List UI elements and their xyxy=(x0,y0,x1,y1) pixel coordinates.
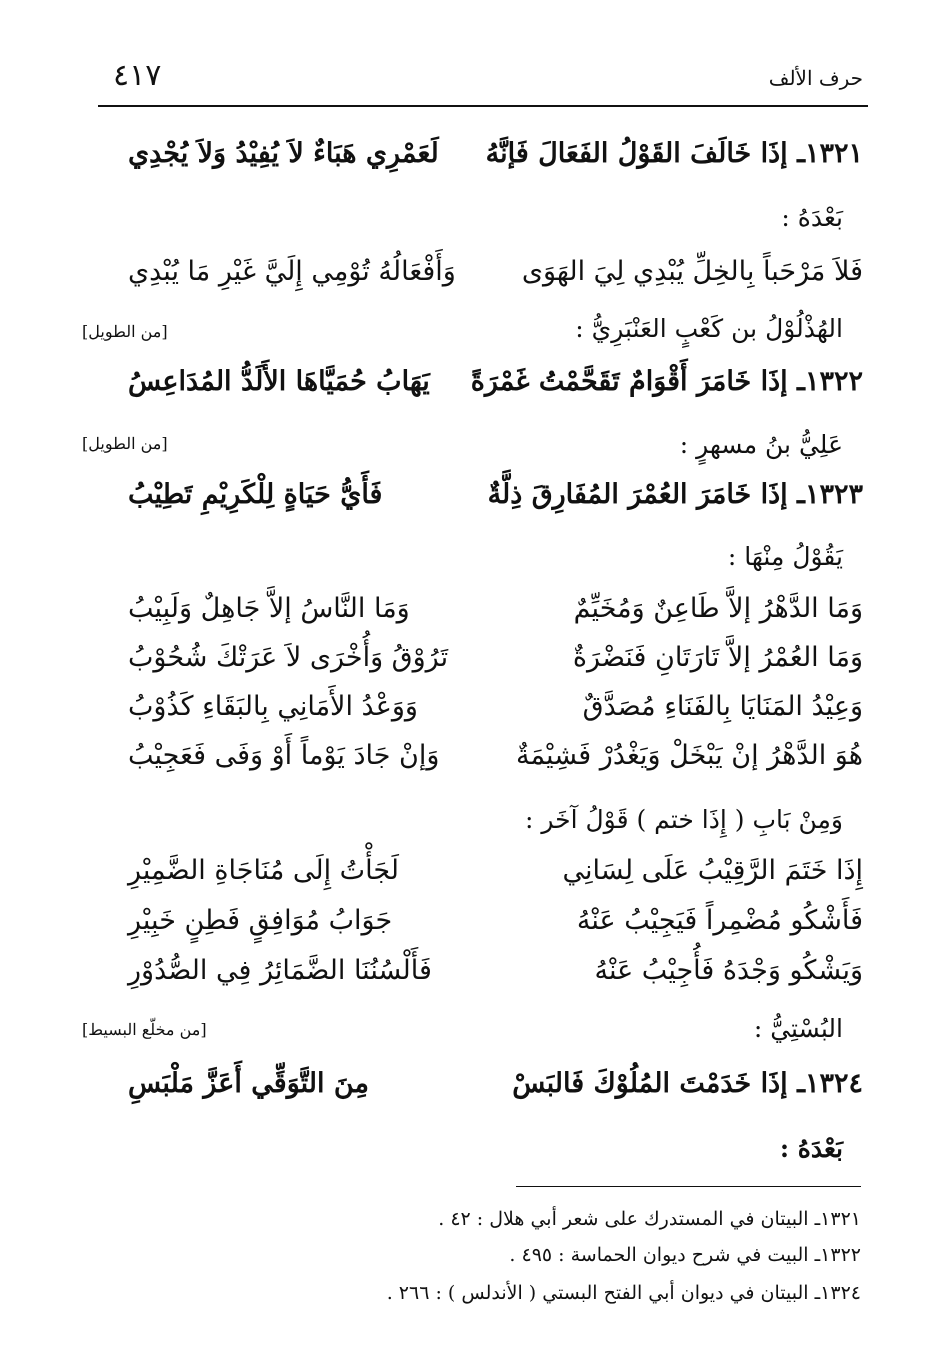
footnote-rule xyxy=(516,1186,861,1187)
footnote: ١٣٢٢ـ البيت في شرح ديوان الحماسة : ٤٩٥ . xyxy=(509,1244,861,1266)
poem-verse-second-hemistich: وَمَا النَّاسُ إلاَّ جَاهِلٌ وَلَبِيْبُ xyxy=(128,593,410,624)
poem-verse-first-hemistich: وَمَا العُمْرُ إلاَّ تَارَتَانِ فَنَضْرَةٌ xyxy=(572,642,863,673)
poem-verse-second-hemistich: تَرُوْقُ وَأُخْرَى لاَ عَرَتْكَ شُحُوْبُ xyxy=(128,642,449,673)
poem-verse-second-hemistich: وَوَعْدُ الأَمَانِي بِالبَقَاءِ كَذُوْبُ xyxy=(128,691,418,722)
verse-1324-second-hemistich: مِنَ التَّوَقِّي أَعَزَّ مَلْبَسِ xyxy=(128,1068,369,1099)
poet-name: الهُذْلُوْلُ بن كَعْبٍ العَنْبَرِيُّ : xyxy=(575,314,843,343)
header-rule xyxy=(98,105,868,107)
poem-verse-second-hemistich: لَجَأْتُ إِلَى مُنَاجَاةِ الضَّمِيْرِ xyxy=(128,855,399,886)
label-bab: وَمِنْ بَابِ ( إِذَا ختم ) قَوْلُ آخَر : xyxy=(525,805,843,834)
poem-verse-second-hemistich: جَوَابُ مُوَافِقٍ فَطِنٍ خَبِيْرِ xyxy=(128,905,393,936)
footnote: ١٣٢٤ـ البيتان في ديوان أبي الفتح البستي ( الأندلس ) : ٢٦٦ . xyxy=(386,1282,861,1304)
verse-1323-first-hemistich: ١٣٢٣ـ إذَا خَامَرَ العُمْرَ المُفَارِقَ ذِلَّةٌ xyxy=(487,479,863,510)
poem-verse-first-hemistich: هُوَ الدَّهْرُ إنْ يَبْخَلْ وَيَغْدُرْ فَشِيْمَةٌ xyxy=(515,740,863,771)
verse-first-hemistich: فَلاَ مَرْحَباً بِالخِلِّ يُبْدِي لِيَ الهَوَى xyxy=(521,256,863,287)
label-baadahu: بَعْدَهُ : xyxy=(781,203,843,232)
poem-verse-second-hemistich: وَإنْ جَادَ يَوْماً أَوْ وَفَى فَعَجِيْبُ xyxy=(128,740,440,771)
poet-name: عَلِيُّ بنُ مسهرٍ : xyxy=(679,430,843,459)
verse-1321-first-hemistich: ١٣٢١ـ إذَا خَالَفَ القَوْلُ الفَعَالَ فَإنَّهُ xyxy=(485,138,863,169)
label-baadahu: بَعْدَهُ : xyxy=(779,1134,843,1163)
meter-label: [من الطويل] xyxy=(82,322,168,341)
verse-1323-second-hemistich: فَأَيُّ حَيَاةٍ لِلْكَرِيْمِ تَطِيْبُ xyxy=(128,479,383,510)
poet-name: البُسْتِيُّ : xyxy=(753,1014,843,1043)
meter-label: [من مخلّع البسيط] xyxy=(82,1020,207,1039)
page-number: ٤١٧ xyxy=(113,58,162,93)
verse-second-hemistich: وَأَفْعَالُهُ تُوْمِي إِلَيَّ غَيْرِ مَا يُبْدِي xyxy=(128,256,456,287)
verse-1322-first-hemistich: ١٣٢٢ـ إذَا خَامَرَ أَقْوَامٌ تَقَحَّمْتُ غَمْرَةً xyxy=(470,366,863,397)
poem-verse-first-hemistich: إِذَا خَتَمَ الرَّقِيْبُ عَلَى لِسَانِي xyxy=(562,855,863,886)
running-header-title: حرف الألف xyxy=(768,66,863,90)
poem-verse-second-hemistich: فَأَلْسُنُنَا الضَّمَائِرُ فِي الصُّدُوْرِ xyxy=(128,955,432,986)
verse-1321-second-hemistich: لَعَمْرِي هَبَاءٌ لاَ يُفِيْدُ وَلاَ يُجْدِي xyxy=(128,138,439,169)
poem-verse-first-hemistich: وَمَا الدَّهْرُ إلاَّ طَاعِنٌ وَمُخَيِّمٌ xyxy=(573,593,863,624)
verse-1324-first-hemistich: ١٣٢٤ـ إذَا خَدَمْتَ المُلُوْكَ فَالبَسْ xyxy=(512,1068,863,1099)
poem-verse-first-hemistich: وَيَشْكُو وَجْدَهُ فَأُجِيْبُ عَنْهُ xyxy=(594,955,863,986)
meter-label: [من الطويل] xyxy=(82,434,168,453)
poem-verse-first-hemistich: فَأَشْكُو مُضْمِراً فَيَجِيْبُ عَنْهُ xyxy=(576,905,863,936)
verse-1322-second-hemistich: يَهَابُ حُمَيَّاهَا الأَلَدُّ المُدَاعِسُ xyxy=(128,366,430,397)
poem-verse-first-hemistich: وَعِيْدُ المَنَايَا بِالفَنَاءِ مُصَدَّقٌ xyxy=(582,691,863,722)
label-minha: يَقُوْلُ مِنْهَا : xyxy=(727,542,843,571)
footnote: ١٣٢١ـ البيتان في المستدرك على شعر أبي هلال : ٤٢ . xyxy=(438,1208,861,1230)
